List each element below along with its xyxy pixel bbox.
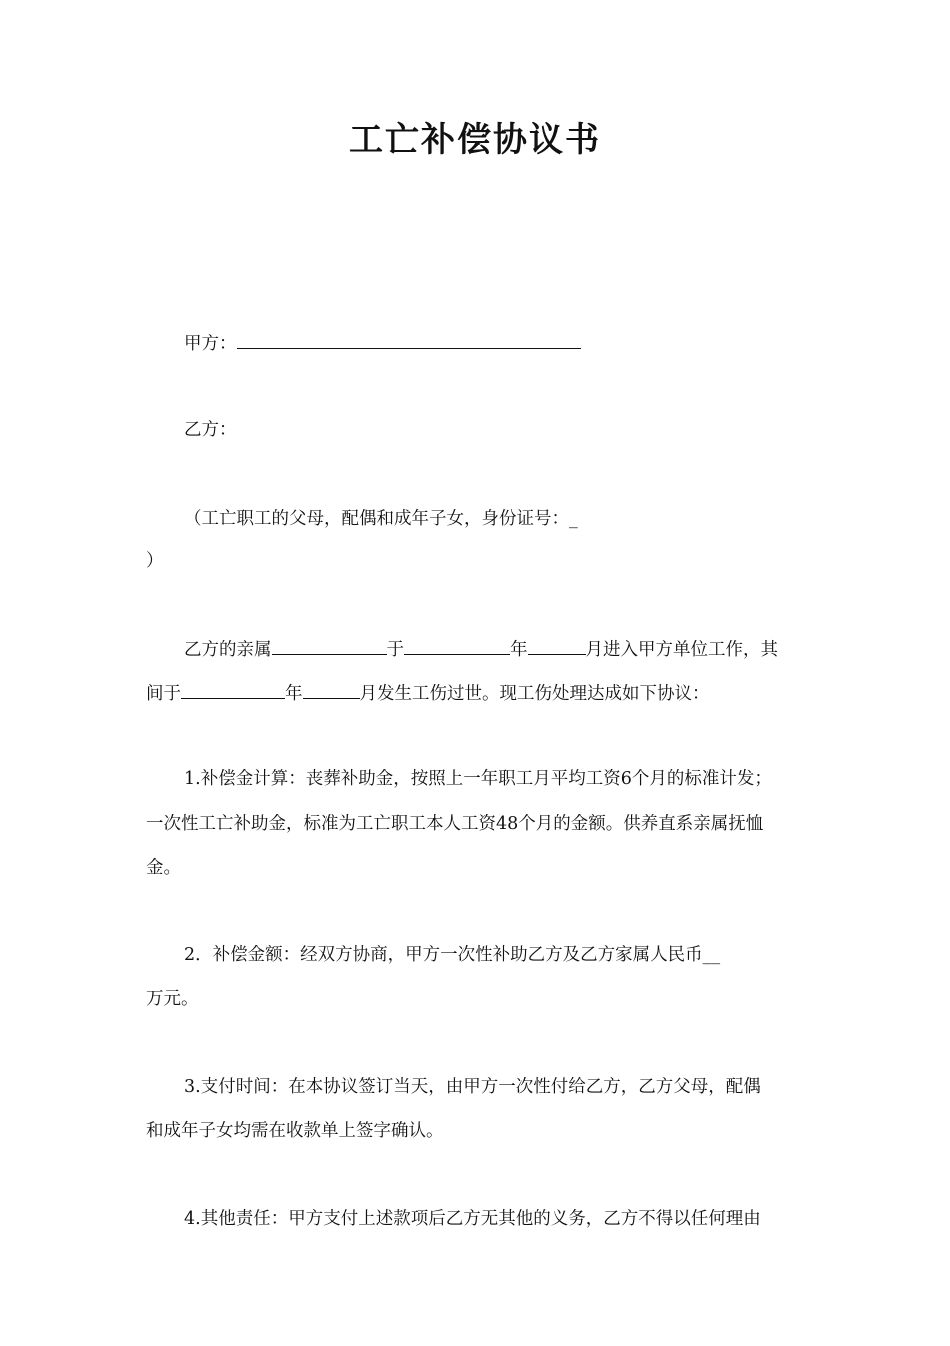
document-title: 工亡补偿协议书 — [349, 120, 601, 160]
party-a-blank — [237, 330, 581, 349]
intro-text-entered: 月进入甲方单位工作，其 — [585, 640, 778, 660]
intro-text-year: 年 — [510, 640, 528, 660]
clause1-line1: 1.补偿金计算：丧葬补助金，按照上一年职工月平均工资6个月的标准计发； — [184, 769, 772, 789]
clause2-line2: 万元。 — [146, 989, 199, 1009]
clause3-line2: 和成年子女均需在收款单上签字确认。 — [146, 1121, 444, 1141]
clause2-line1: 2．补偿金额：经双方协商，甲方一次性补助乙方及乙方家属人民币__ — [184, 945, 721, 965]
party-b-label: 乙方： — [184, 420, 237, 440]
party-b-note-line2: ） — [146, 551, 164, 571]
clause4-line1: 4.其他责任：甲方支付上述款项后乙方无其他的义务，乙方不得以任何理由 — [184, 1209, 761, 1229]
clause3-line1: 3.支付时间：在本协议签订当天，由甲方一次性付给乙方，乙方父母，配偶 — [184, 1077, 761, 1097]
clause1-line3: 金。 — [146, 858, 181, 878]
party-a-label: 甲方： — [184, 334, 237, 354]
entry-month-blank — [528, 636, 586, 655]
intro-text-during: 间于 — [146, 684, 181, 704]
death-month-blank — [303, 680, 360, 699]
intro-line1 — [184, 636, 778, 662]
intro-line2 — [146, 680, 710, 706]
death-year-blank — [181, 680, 285, 699]
clause1-line2: 一次性工亡补助金，标准为工亡职工本人工资48个月的金额。供养直系亲属抚恤 — [146, 814, 764, 834]
intro-text-agreement: 月发生工伤过世。现工伤处理达成如下协议： — [359, 684, 710, 704]
intro-text-at: 于 — [386, 640, 404, 660]
intro-text-year2: 年 — [285, 684, 303, 704]
party-a-line — [184, 330, 581, 356]
entry-year-blank — [404, 636, 510, 655]
relative-name-blank — [272, 636, 387, 655]
party-b-note-line1: （工亡职工的父母，配偶和成年子女，身份证号：_ — [184, 509, 578, 529]
intro-text-relative: 乙方的亲属 — [184, 640, 272, 660]
